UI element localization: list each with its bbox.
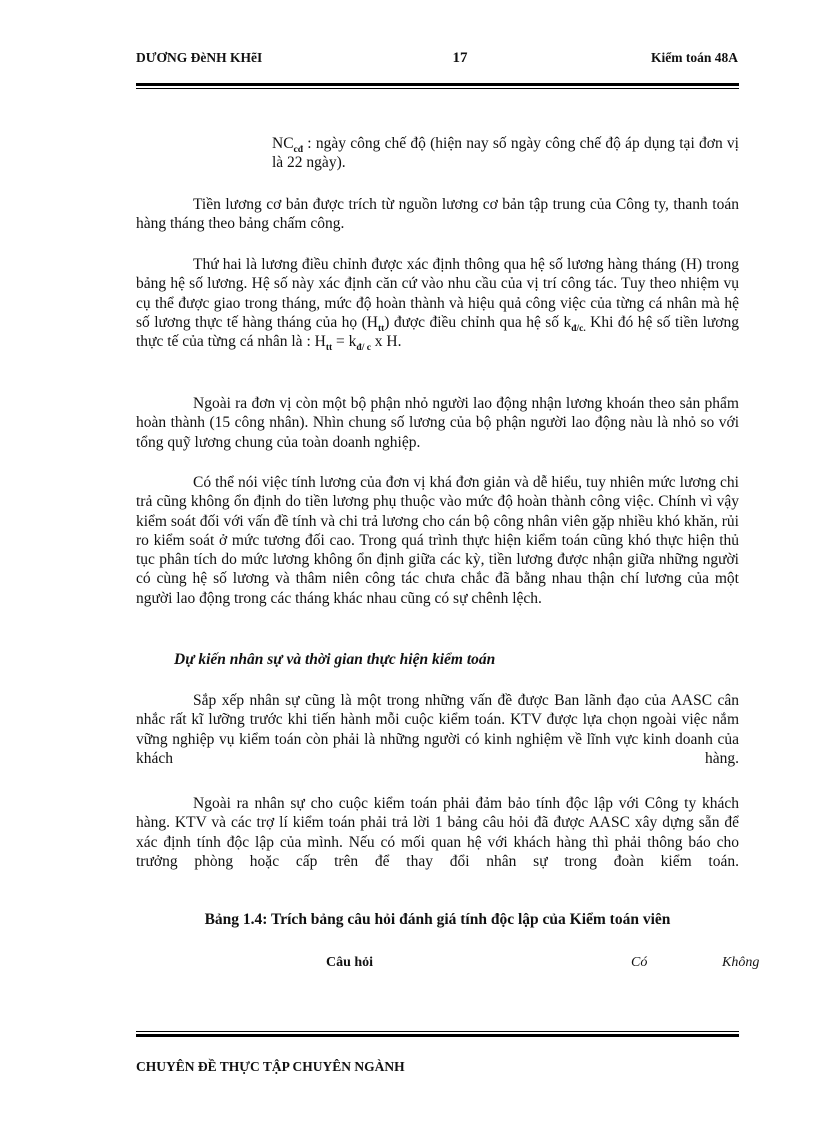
footer-title: CHUYÊN ĐỀ THỰC TẬP CHUYÊN NGÀNH — [136, 1059, 405, 1074]
paragraph-piece-rate: Ngoài ra đơn vị còn một bộ phận nhỏ người lao động nhận lương khoán theo sản phẩm hoàn thành (15 công nhân). Nhìn chung số lương của bộ phận người lao động nàu là nhỏ so với tổng quỹ lương chung của toàn doanh nghiệp. — [136, 395, 739, 451]
column-header-question: Câu hỏi — [326, 955, 374, 970]
paragraph-independence: Ngoài ra nhân sự cho cuộc kiểm toán phải đảm bảo tính độc lập với Công ty khách hàng. KTV và các trợ lí kiểm toán phải trả lời 1 bảng câu hỏi đã được AASC xây dựng sẵn để xác định tính độc lập của mình. Nếu có mối quan hệ với khách hàng thì phải thông báo cho trưởng phòng hoặc cấp trên để thay đổi nhân sự trong đoàn kiểm toán. — [136, 795, 739, 870]
paragraph-staffing: Sắp xếp nhân sự cũng là một trong những vấn đề được Ban lãnh đạo của AASC cân nhắc rất kĩ lưỡng trước khi tiến hành mỗi cuộc kiểm toán. KTV được lựa chọn ngoài việc nắm vững nghiệp vụ kiểm toán còn phải là những người có kinh nghiệm về lĩnh vực kinh doanh của khách hàng. — [136, 692, 739, 767]
header-rule-thick — [136, 83, 739, 86]
header-rule-thin — [136, 88, 739, 89]
column-header-no: Không — [722, 955, 760, 970]
header-class: Kiểm toán 48A — [651, 50, 738, 65]
footer-rule-thin — [136, 1031, 739, 1032]
table-title: Bảng 1.4: Trích bảng câu hỏi đánh giá tính độc lập của Kiểm toán viên — [204, 911, 671, 928]
page-number: 17 — [452, 50, 468, 66]
header-author: DƯƠNG ĐèNH KHẽI — [136, 50, 263, 65]
section-heading: Dự kiến nhân sự và thời gian thực hiện kiểm toán — [174, 651, 496, 668]
column-header-yes: Có — [631, 955, 648, 970]
paragraph-control-risk: Có thể nói việc tính lương của đơn vị khá đơn giản và dễ hiểu, tuy nhiên mức lương chi trả cũng không ổn định do tiền lương phụ thuộc vào mức độ hoàn thành công việc. Chính vì vậy kiểm soát đối với vấn đề tính và chi trả lương cho cán bộ công nhân viên gặp nhiều khó khăn, rủi ro kiểm soát ở mức tương đối cao. Trong quá trình thực hiện kiểm toán cũng khó thực hiện thủ tục phân tích do mức lương không ổn định giữa các kỳ, tiền lương được nhận giữa những người có cùng hệ số lương và thâm niên công tác chưa chắc đã bằng nhau thận chí lương của một người lao động trong các tháng khác nhau cũng có sự chênh lệch. — [136, 474, 739, 607]
paragraph-base-salary: Tiền lương cơ bản được trích từ nguồn lương cơ bản tập trung của Công ty, thanh toán hàng tháng theo bảng chấm công. — [136, 196, 739, 233]
nc-definition: $NC_{cđ}$ : ngày công chế độ (hiện nay số ngày công chế độ áp dụng tại đơn vị là 22 ngày). — [272, 135, 739, 172]
paragraph-adjusted-salary: Thứ hai là lương điều chỉnh được xác định thông qua hệ số lương hàng tháng (H) trong bảng hệ số lương. Hệ số này xác định căn cứ vào nhu cầu của vị trí công tác. Tuy theo nhiệm vụ cụ thể được giao trong tháng, mức độ hoàn thành và hiệu quả công việc của từng cá nhân mà hệ số lương thực tế hàng tháng của họ $(H_{tt})$ được điều chỉnh qua hệ số $k_{đ/c.}$ Khi đó hệ số tiền lương thực tế của từng cá nhân là : $H_{tt} = k_{đ/ c}$ x H. — [136, 256, 739, 354]
footer-rule-thick — [136, 1034, 739, 1037]
